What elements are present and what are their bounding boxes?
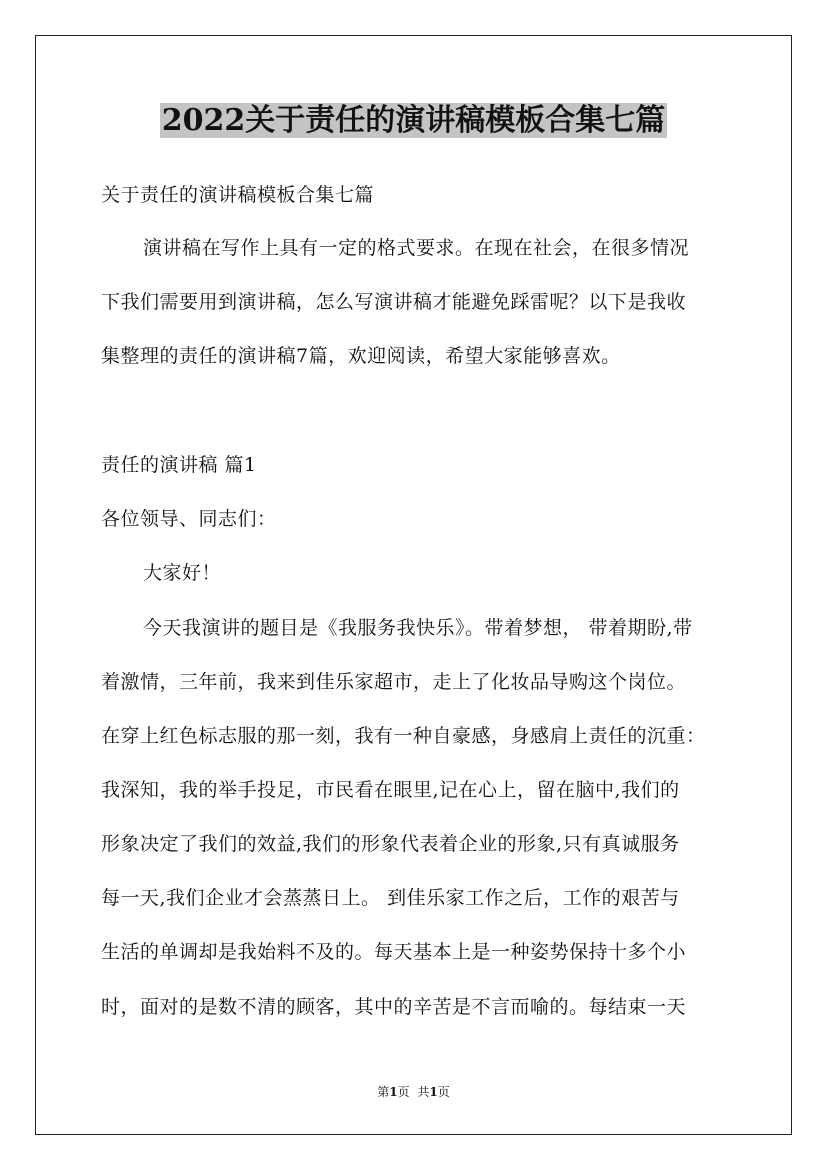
page-footer [0,1084,827,1100]
paragraph-line: 今天我演讲的题目是《我服务我快乐》。带着梦想， 带着期盼,带 [143,617,693,639]
paragraph-line: 下我们需要用到演讲稿，怎么写演讲稿才能避免踩雷呢？以下是我收 [101,291,687,313]
paragraph-line: 演讲稿在写作上具有一定的格式要求。在现在社会，在很多情况 [143,237,690,259]
total-unit: 页 [437,1085,450,1099]
paragraph-line: 我深知，我的举手投足，市民看在眼里,记在心上，留在脑中,我们的 [101,779,680,801]
paragraph-line: 每一天,我们企业才会蒸蒸日上。 到佳乐家工作之后，工作的艰苦与 [101,887,680,909]
subtitle-line: 关于责任的演讲稿模板合集七篇 [101,184,375,206]
document-title-text: 2022关于责任的演讲稿模板合集七篇 [161,103,666,138]
paragraph-line: 形象决定了我们的效益,我们的形象代表着企业的形象,只有真诚服务 [101,833,680,855]
paragraph-line: 时，面对的是数不清的顾客，其中的辛苦是不言而喻的。每结束一天 [101,996,687,1018]
paragraph-line: 在穿上红色标志服的那一刻，我有一种自豪感，身感肩上责任的沉重： [101,725,706,747]
paragraph-line: 着激情，三年前，我来到佳乐家超市，走上了化妆品导购这个岗位。 [101,671,687,693]
document-title [0,101,827,141]
page-prefix: 第 [377,1085,390,1099]
paragraph-line: 生活的单调却是我始料不及的。每天基本上是一种姿势保持十多个小 [101,941,687,963]
page-unit: 页 [397,1085,410,1099]
total-prefix: 共 [417,1085,430,1099]
section-heading: 责任的演讲稿 篇1 [101,454,257,476]
paragraph-line: 集整理的责任的演讲稿7篇，欢迎阅读，希望大家能够喜欢。 [101,345,621,367]
page-current: 1 [389,1085,398,1099]
greeting-line: 大家好！ [143,562,222,584]
page-total: 1 [429,1085,438,1099]
salutation-line: 各位领导、同志们： [101,508,277,530]
